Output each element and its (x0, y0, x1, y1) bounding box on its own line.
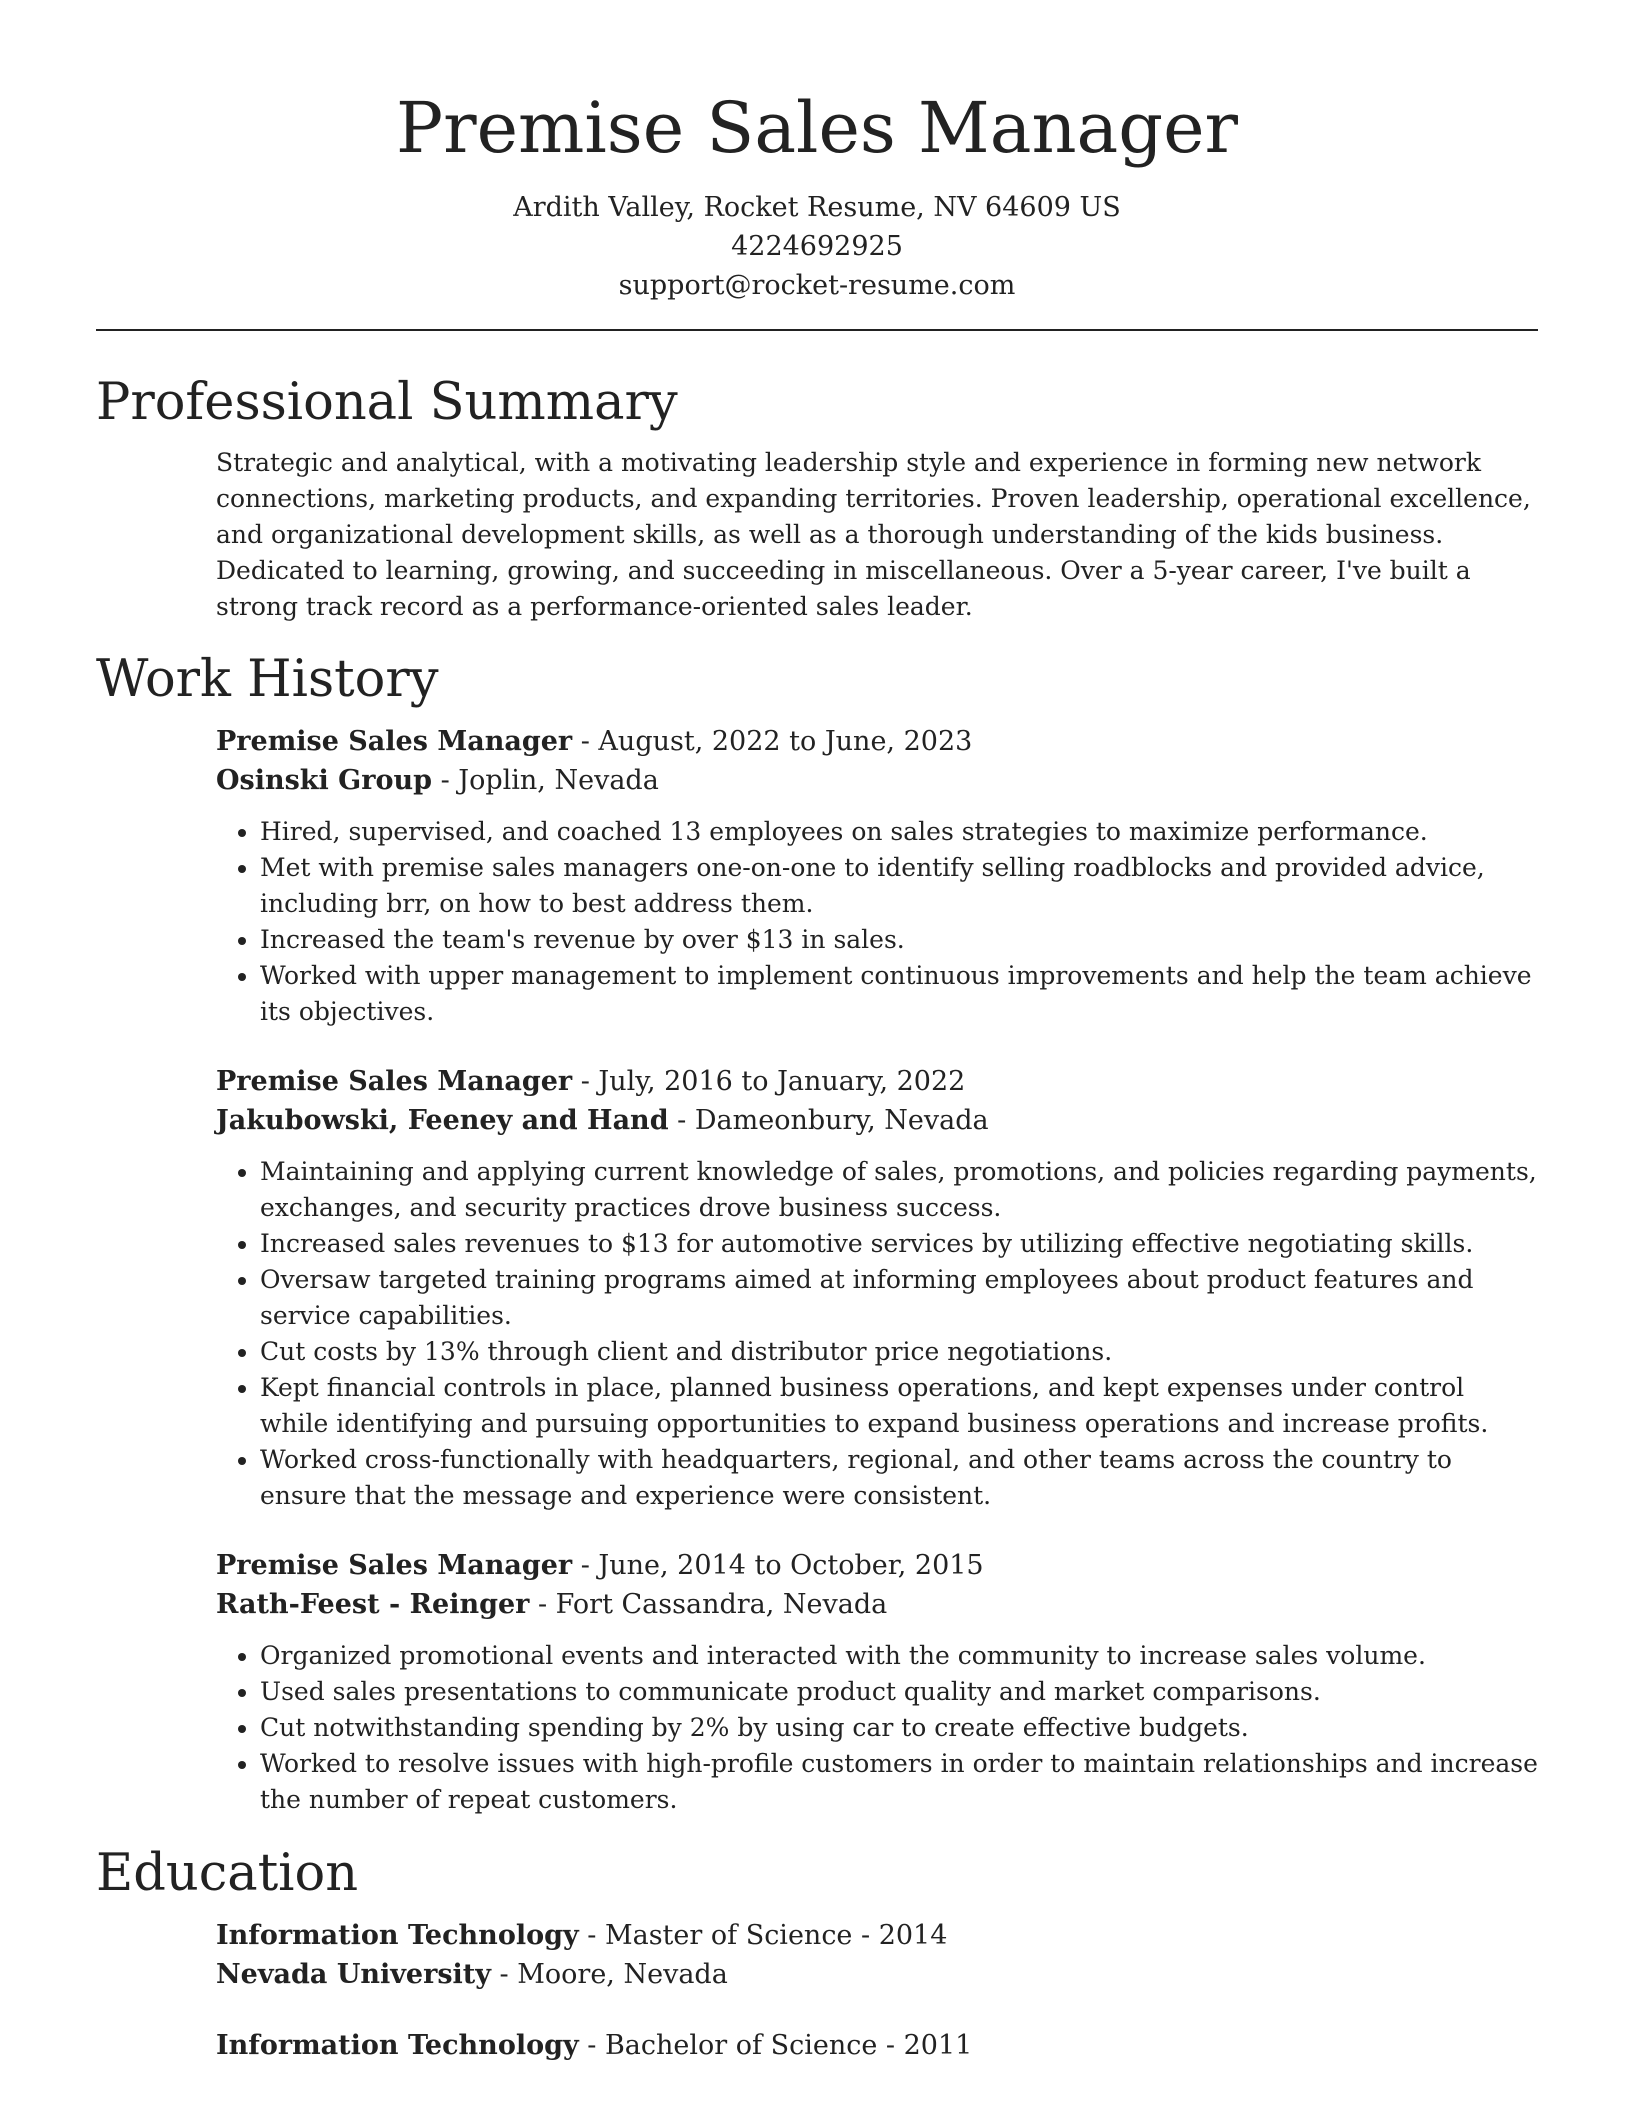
contact-phone: 4224692925 (731, 231, 903, 262)
header-divider (96, 329, 1538, 331)
work-history-section (96, 646, 1538, 1818)
job-bullet: • Worked cross-functionally with headquarters, regional, and other teams across the country to ensure that the message and experience were consistent. (260, 1442, 1538, 1514)
job-bullet: • Increased sales revenues to $13 for automotive services by utilizing effective negotiating skills. (260, 1226, 1538, 1262)
education-degree-year: - Master of Science - 2014 (578, 1920, 948, 1951)
contact-email: support@rocket-resume.com (618, 270, 1016, 301)
summary-section (96, 369, 1538, 625)
job-bullets (216, 814, 1538, 1030)
job-company-line (216, 1101, 1538, 1140)
job-company: Rath-Feest - Reinger (216, 1589, 530, 1620)
education-entry (216, 2026, 1538, 2065)
job-role: Premise Sales Manager (216, 1550, 573, 1581)
job-title-line (216, 722, 1538, 761)
job-location: - Fort Cassandra, Nevada (529, 1589, 888, 1620)
job-bullet: • Oversaw targeted training programs aimed at informing employees about product features and service capabilities. (260, 1262, 1538, 1334)
job-company-line (216, 761, 1538, 800)
job-role: Premise Sales Manager (216, 726, 573, 757)
job-role: Premise Sales Manager (216, 1066, 573, 1097)
candidate-name: Premise Sales Manager (396, 87, 1238, 169)
job-company: Jakubowski, Feeney and Hand (216, 1105, 669, 1136)
job-bullets (216, 1638, 1538, 1818)
job-bullet: • Used sales presentations to communicate product quality and market comparisons. (260, 1674, 1538, 1710)
education-entry (216, 1916, 1538, 1994)
education-section (96, 1840, 1538, 2065)
job-title-line (216, 1546, 1538, 1585)
job-bullet: • Worked to resolve issues with high-profile customers in order to maintain relationships and increase the number of repeat customers. (260, 1746, 1538, 1818)
job-entry (216, 1062, 1538, 1514)
job-bullet: • Cut notwithstanding spending by 2% by using car to create effective budgets. (260, 1710, 1538, 1746)
summary-text: Strategic and analytical, with a motivating leadership style and experience in forming new network connections, marketing products, and expanding territories. Proven leadership, operational excellence, and organizational development skills, as well as a thorough understanding of the kids business. Dedicated to learning, growing, and succeeding in miscellaneous. Over a 5-year career, I've built a strong track record as a performance-oriented sales leader. (216, 448, 1531, 621)
job-dates: - July, 2016 to January, 2022 (572, 1066, 966, 1097)
education-location: - Moore, Nevada (490, 1959, 728, 1990)
education-field: Information Technology (216, 1920, 579, 1951)
education-degree-year: - Bachelor of Science - 2011 (578, 2030, 973, 2061)
job-bullets (216, 1154, 1538, 1514)
education-school: Nevada University (216, 1959, 491, 1990)
job-title-line (216, 1062, 1538, 1101)
job-dates: - June, 2014 to October, 2015 (572, 1550, 984, 1581)
job-bullet: • Kept financial controls in place, planned business operations, and kept expenses under control while identifying and pursuing opportunities to expand business operations and increase profits. (260, 1370, 1538, 1442)
job-bullet: • Cut costs by 13% through client and distributor price negotiations. (260, 1334, 1538, 1370)
resume-page (96, 0, 1538, 2065)
job-bullet: • Maintaining and applying current knowledge of sales, promotions, and policies regarding payments, exchanges, and security practices drove business success. (260, 1154, 1538, 1226)
job-location: - Joplin, Nevada (431, 765, 659, 796)
job-location: - Dameonbury, Nevada (668, 1105, 989, 1136)
job-bullet: • Worked with upper management to implement continuous improvements and help the team achieve its objectives. (260, 958, 1538, 1030)
job-bullet: • Hired, supervised, and coached 13 employees on sales strategies to maximize performance. (260, 814, 1538, 850)
job-entry (216, 722, 1538, 1030)
work-history-heading: Work History (96, 650, 439, 709)
education-degree-line (216, 2026, 1538, 2065)
education-school-line (216, 1955, 1538, 1994)
resume-header (96, 0, 1538, 305)
education-field: Information Technology (216, 2030, 579, 2061)
job-company-line (216, 1585, 1538, 1624)
job-company: Osinski Group (216, 765, 432, 796)
contact-address: Ardith Valley, Rocket Resume, NV 64609 US (513, 192, 1121, 223)
job-entry (216, 1546, 1538, 1818)
job-dates: - August, 2022 to June, 2023 (572, 726, 973, 757)
summary-heading: Professional Summary (96, 373, 678, 432)
job-bullet: • Met with premise sales managers one-on-one to identify selling roadblocks and provided advice, including brr, on how to best address them. (260, 850, 1538, 922)
job-bullet: • Increased the team's revenue by over $13 in sales. (260, 922, 1538, 958)
education-degree-line (216, 1916, 1538, 1955)
education-heading: Education (96, 1844, 359, 1903)
job-bullet: • Organized promotional events and interacted with the community to increase sales volume. (260, 1638, 1538, 1674)
